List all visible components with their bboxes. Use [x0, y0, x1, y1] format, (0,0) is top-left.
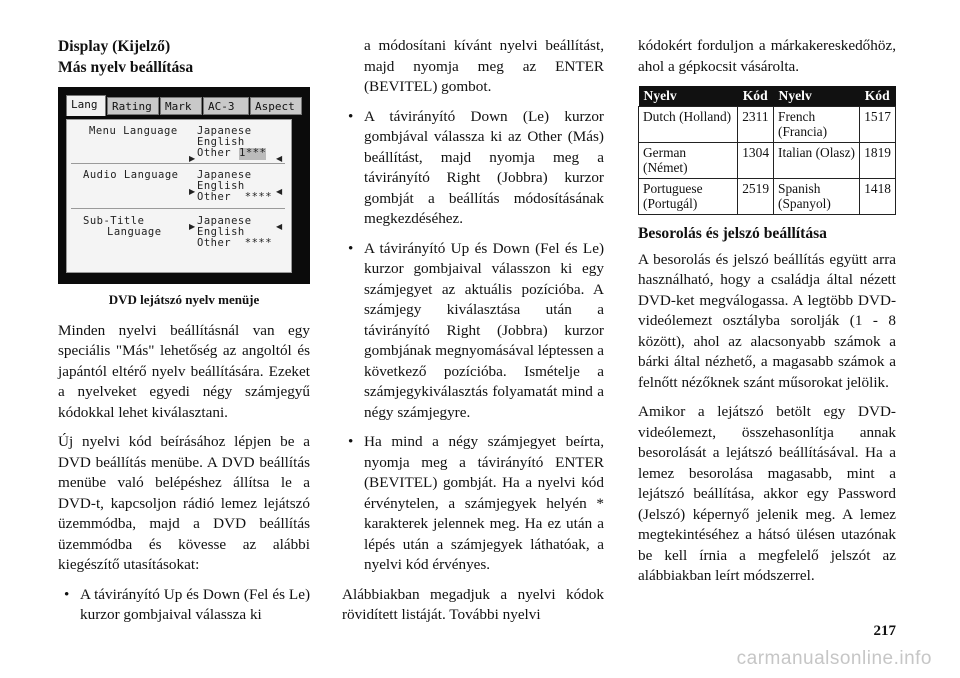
- table-row: [639, 178, 896, 214]
- menu-language-option: Other: [197, 147, 232, 159]
- menu-language-code: 1***: [239, 147, 267, 159]
- audio-language-option: Japanese: [197, 169, 252, 181]
- table-cell: 2311: [738, 106, 774, 142]
- bullet-item: [58, 585, 310, 626]
- audio-language-option: English: [197, 180, 245, 192]
- table-row: [639, 142, 896, 178]
- figure-caption: DVD lejátszó nyelv menüje: [108, 292, 260, 307]
- table-cell: 1304: [738, 142, 774, 178]
- table-cell: 1418: [860, 178, 896, 214]
- table-header-row: [639, 86, 896, 106]
- bullet-icon: •: [348, 107, 354, 125]
- tab-mark: Mark: [160, 97, 202, 115]
- selector-arrow-icon: ▶: [189, 187, 196, 196]
- tab-rating: Rating: [107, 97, 159, 115]
- section-heading-display: Display (Kijelző): [58, 38, 171, 55]
- bullet-item: [342, 239, 604, 424]
- bullet-icon: •: [348, 239, 354, 257]
- screen-tab-bar: [66, 95, 304, 117]
- table-header: Kód: [738, 86, 774, 106]
- divider: [71, 163, 285, 164]
- column-2: [342, 36, 604, 635]
- table-cell: 2519: [738, 178, 774, 214]
- menu-language-option: English: [197, 136, 245, 148]
- paragraph: A besorolás és jelszó beállítás együtt arra használható, hogy a családja által nézett DVD-ket megválogassa. A legtöbb DVD-videólemezt osztályba sorolják (1 - 8 között), ahol az alacsonyabb számok a bárki által nézhető, a magasabb számok a felnőtt nézőknek szánt műsorokat jelölik.: [638, 250, 896, 391]
- bullet-text: A távirányító Down (Le) kurzor gombjával válassza ki az Other (Más) beállítást, majd nyomja meg a távirányító Right (Jobbra) kurzor gombját a beállítás módosításának megkezdéséhez.: [364, 107, 604, 227]
- table-header: Kód: [860, 86, 896, 106]
- paragraph: Amikor a lejátszó betölt egy DVD-videólemezt, összehasonlítja annak besorolását a lejátszó beállításával. Ha a lemez besorolása magasabb, mint a lejátszó beállítása, akkor egy Password (Jelszó) képernyő jelenik meg. A lemez megtekintéséhez a hátsó ülésen utazónak be kell írnia a megfelelő jelszót az alábbiakban leírt módszerrel.: [638, 403, 896, 584]
- bullet-continuation: a módosítani kívánt nyelvi beállítást, majd nyomja meg az ENTER (BEVITEL) gombot.: [364, 37, 604, 95]
- paragraph: Alábbiakban megadjuk a nyelvi kódok rövidített listáját. További nyelvi: [342, 585, 604, 623]
- bullet-icon: •: [64, 585, 70, 603]
- table-row: [639, 106, 896, 142]
- column-1: [58, 36, 310, 635]
- selector-left-arrow-icon: ◀: [276, 222, 283, 231]
- bullet-item: [342, 432, 604, 576]
- table-cell: Spanish (Spanyol): [774, 178, 860, 214]
- tab-aspect: Aspect: [250, 97, 302, 115]
- tab-lang: Lang: [66, 95, 106, 116]
- subtitle-language-option: Other ****: [197, 237, 273, 249]
- table-header: Nyelv: [639, 86, 738, 106]
- paragraph: Minden nyelvi beállításnál van egy speciális "Más" lehetőség az angoltól és japántól eltérő nyelv beállítására. Ezeket a nyelveket egyedi négy számjegyű kódokkal lehet kiválasztani.: [58, 321, 310, 421]
- table-header: Nyelv: [774, 86, 860, 106]
- table-cell: Italian (Olasz): [774, 142, 860, 178]
- column-3: [638, 36, 896, 596]
- table-cell: German (Német): [639, 142, 738, 178]
- tab-ac3: AC-3: [203, 97, 249, 115]
- menu-language-option: Japanese: [197, 125, 252, 137]
- selector-left-arrow-icon: ◀: [276, 187, 283, 196]
- audio-language-label: Audio Language: [83, 169, 179, 181]
- selector-arrow-icon: ▶: [189, 222, 196, 231]
- language-code-table: [638, 86, 896, 215]
- bullet-item: [342, 107, 604, 230]
- bullet-text: A távirányító Up és Down (Fel és Le) kurzor gombjaival válasszon ki egy számjegyet az aktuális pozícióba. A számjegy kiválasztása után a távirányító Right (Jobbra) kurzor gombjának megnyomásával léptessen a következő pozícióba. Ismételje a számjegykiválasztás folyamatát mind a négy számjegyre.: [364, 239, 604, 421]
- bullet-text: A távirányító Up és Down (Fel és Le) kurzor gombjaival válassza ki: [80, 585, 310, 623]
- bullet-icon: •: [348, 433, 354, 450]
- language-settings-panel: [66, 119, 292, 273]
- table-cell: French (Francia): [774, 106, 860, 142]
- paragraph: Új nyelvi kód beírásához lépjen be a DVD beállítás menübe. A DVD beállítás menübe való belépéshez állítsa le a DVD-t, kapcsoljon rádió lemez lejátszó üzemmódba, majd a DVD beállítás üzemmódba és kövesse az alábbi kiegészítő utasításokat:: [58, 433, 310, 573]
- subtitle-language-label: Language: [107, 226, 162, 238]
- subtitle-language-label: Sub-Title: [83, 215, 145, 227]
- subtitle-language-option: Japanese: [197, 215, 252, 227]
- dvd-language-menu-screen: [58, 87, 310, 284]
- section-heading-rating: Besorolás és jelszó beállítása: [638, 224, 827, 242]
- table-cell: 1819: [860, 142, 896, 178]
- subtitle-language-option: English: [197, 226, 245, 238]
- table-cell: Dutch (Holland): [639, 106, 738, 142]
- table-cell: 1517: [860, 106, 896, 142]
- menu-language-label: Menu Language: [89, 125, 178, 137]
- paragraph: kódokért forduljon a márkakereskedőhöz, ahol a gépkocsit vásárolta.: [638, 37, 896, 75]
- watermark: carmanualsonline.info: [736, 648, 932, 669]
- bullet-text: Ha mind a négy számjegyet beírta, nyomja meg a távirányító ENTER (BEVITEL) gombját. Ha a nyelvi kód érvénytelen, a számjegyek helyén * karakterek jelennek meg. Ha ez után a lépés után a számjegyek láthatóak, a nyelvi kód érvényes.: [364, 433, 604, 573]
- table-cell: Portuguese (Portugál): [639, 178, 738, 214]
- audio-language-option: Other ****: [197, 191, 273, 203]
- selector-arrow-icon: ▶: [189, 154, 196, 163]
- selector-left-arrow-icon: ◀: [276, 154, 283, 163]
- divider: [71, 208, 285, 209]
- page-number: 217: [873, 623, 896, 639]
- section-heading-other-language: Más nyelv beállítása: [58, 59, 194, 76]
